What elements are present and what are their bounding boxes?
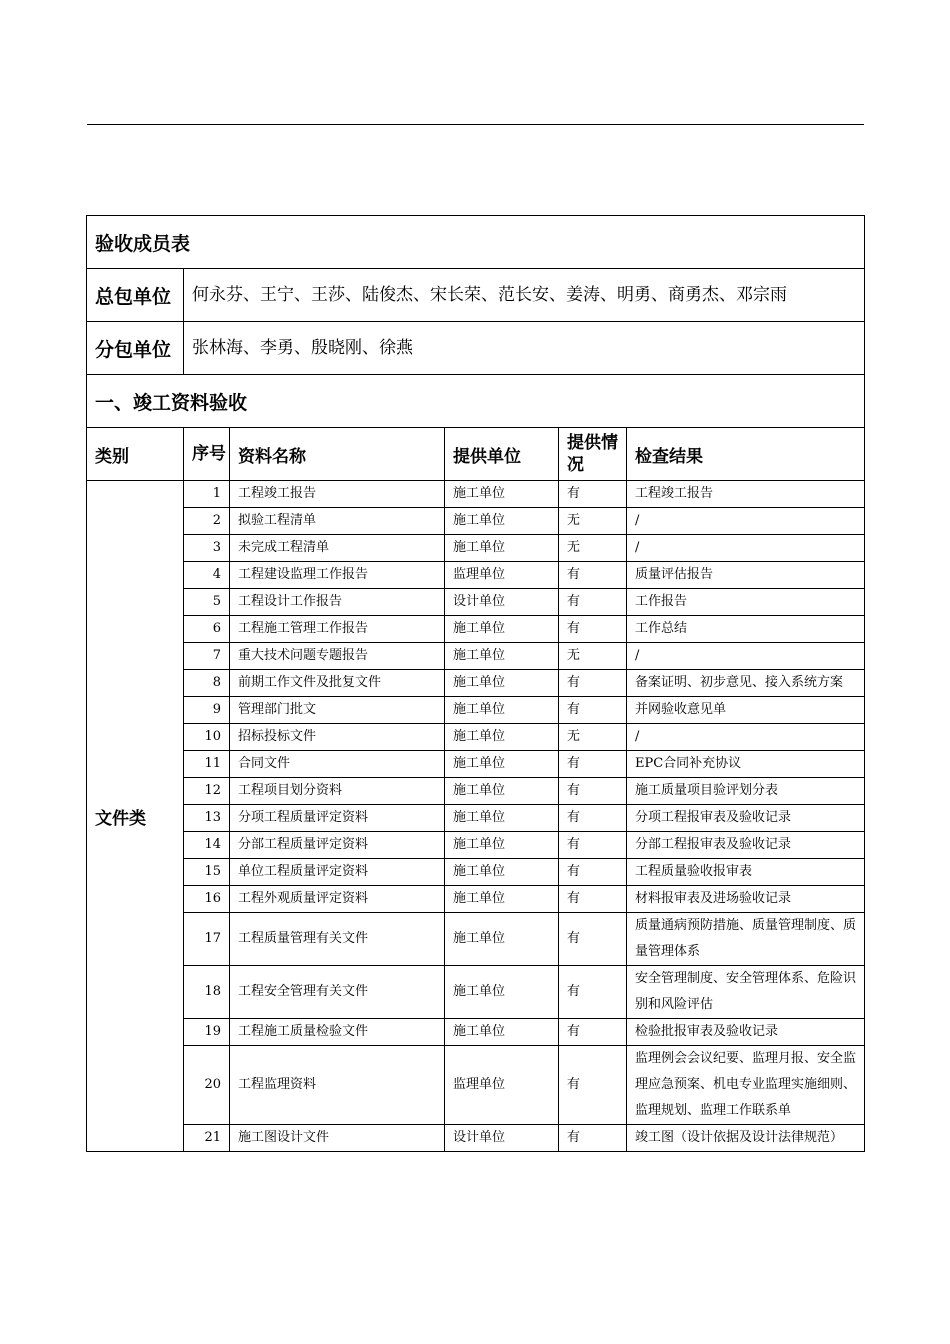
table-row (87, 643, 865, 670)
general-contractor-row (87, 269, 865, 322)
document-name-cell: 单位工程质量评定资料 (230, 859, 445, 886)
column-header-category: 类别 (87, 428, 184, 481)
document-name-cell: 工程建设监理工作报告 (230, 562, 445, 589)
section-title-row (87, 375, 865, 428)
result-cell: EPC合同补充协议 (627, 751, 865, 778)
table-row (87, 1125, 865, 1152)
table-row (87, 616, 865, 643)
status-cell: 有 (559, 670, 627, 697)
provider-cell: 施工单位 (445, 886, 559, 913)
seq-cell: 4 (184, 562, 230, 589)
status-cell: 有 (559, 1019, 627, 1046)
subcontractor-members: 张林海、李勇、殷晓刚、徐燕 (184, 322, 865, 375)
provider-cell: 施工单位 (445, 778, 559, 805)
seq-cell: 13 (184, 805, 230, 832)
category-cell: 文件类 (87, 481, 184, 1152)
table-row (87, 724, 865, 751)
seq-cell: 15 (184, 859, 230, 886)
result-cell: 工程竣工报告 (627, 481, 865, 508)
status-cell: 有 (559, 913, 627, 966)
table-row (87, 589, 865, 616)
table-row (87, 832, 865, 859)
status-cell: 有 (559, 778, 627, 805)
seq-cell: 14 (184, 832, 230, 859)
status-cell: 有 (559, 616, 627, 643)
table-row (87, 535, 865, 562)
document-name-cell: 拟验工程清单 (230, 508, 445, 535)
provider-cell: 设计单位 (445, 589, 559, 616)
result-cell: 质量通病预防措施、质量管理制度、质量管理体系 (627, 913, 865, 966)
result-cell: / (627, 535, 865, 562)
seq-cell: 16 (184, 886, 230, 913)
table-row (87, 562, 865, 589)
column-header-status: 提供情况 (559, 428, 627, 481)
provider-cell: 施工单位 (445, 913, 559, 966)
provider-cell: 设计单位 (445, 1125, 559, 1152)
header-rule (87, 124, 864, 125)
result-cell: 施工质量项目验评划分表 (627, 778, 865, 805)
result-cell: 备案证明、初步意见、接入系统方案 (627, 670, 865, 697)
provider-cell: 施工单位 (445, 724, 559, 751)
status-cell: 有 (559, 1125, 627, 1152)
table-row (87, 778, 865, 805)
provider-cell: 施工单位 (445, 616, 559, 643)
column-header-seq: 序号 (184, 428, 230, 481)
status-cell: 有 (559, 481, 627, 508)
seq-cell: 2 (184, 508, 230, 535)
status-cell: 有 (559, 562, 627, 589)
document-name-cell: 工程安全管理有关文件 (230, 966, 445, 1019)
provider-cell: 施工单位 (445, 481, 559, 508)
seq-cell: 11 (184, 751, 230, 778)
column-header-name: 资料名称 (230, 428, 445, 481)
provider-cell: 施工单位 (445, 535, 559, 562)
seq-cell: 8 (184, 670, 230, 697)
seq-cell: 5 (184, 589, 230, 616)
table-row (87, 913, 865, 966)
document-name-cell: 管理部门批文 (230, 697, 445, 724)
status-cell: 有 (559, 886, 627, 913)
result-cell: 检验批报审表及验收记录 (627, 1019, 865, 1046)
document-name-cell: 未完成工程清单 (230, 535, 445, 562)
document-name-cell: 分部工程质量评定资料 (230, 832, 445, 859)
status-cell: 有 (559, 697, 627, 724)
provider-cell: 施工单位 (445, 751, 559, 778)
document-name-cell: 工程竣工报告 (230, 481, 445, 508)
seq-cell: 21 (184, 1125, 230, 1152)
members-title-row (87, 216, 865, 269)
document-name-cell: 分项工程质量评定资料 (230, 805, 445, 832)
status-cell: 无 (559, 535, 627, 562)
status-cell: 无 (559, 508, 627, 535)
status-cell: 无 (559, 724, 627, 751)
seq-cell: 10 (184, 724, 230, 751)
provider-cell: 施工单位 (445, 859, 559, 886)
status-cell: 有 (559, 589, 627, 616)
provider-cell: 施工单位 (445, 643, 559, 670)
status-cell: 有 (559, 832, 627, 859)
document-name-cell: 工程施工管理工作报告 (230, 616, 445, 643)
document-name-cell: 重大技术问题专题报告 (230, 643, 445, 670)
result-cell: 分项工程报审表及验收记录 (627, 805, 865, 832)
provider-cell: 施工单位 (445, 508, 559, 535)
seq-cell: 7 (184, 643, 230, 670)
result-cell: 监理例会会议纪要、监理月报、安全监理应急预案、机电专业监理实施细则、监理规划、监理工作联系单 (627, 1046, 865, 1125)
general-contractor-members: 何永芬、王宁、王莎、陆俊杰、宋长荣、范长安、姜涛、明勇、商勇杰、邓宗雨 (184, 269, 865, 322)
column-header-provider: 提供单位 (445, 428, 559, 481)
document-name-cell: 工程设计工作报告 (230, 589, 445, 616)
result-cell: 竣工图（设计依据及设计法律规范） (627, 1125, 865, 1152)
provider-cell: 施工单位 (445, 966, 559, 1019)
document-name-cell: 招标投标文件 (230, 724, 445, 751)
document-name-cell: 工程质量管理有关文件 (230, 913, 445, 966)
provider-cell: 施工单位 (445, 697, 559, 724)
general-contractor-label: 总包单位 (87, 269, 184, 322)
seq-cell: 9 (184, 697, 230, 724)
seq-cell: 1 (184, 481, 230, 508)
seq-cell: 17 (184, 913, 230, 966)
table-row (87, 859, 865, 886)
members-table-title: 验收成员表 (87, 216, 865, 269)
section-title: 一、竣工资料验收 (87, 375, 865, 428)
result-cell: / (627, 508, 865, 535)
table-row (87, 697, 865, 724)
table-row (87, 805, 865, 832)
seq-cell: 19 (184, 1019, 230, 1046)
table-row (87, 1019, 865, 1046)
result-cell: 质量评估报告 (627, 562, 865, 589)
result-cell: / (627, 643, 865, 670)
provider-cell: 施工单位 (445, 832, 559, 859)
provider-cell: 监理单位 (445, 1046, 559, 1125)
seq-cell: 20 (184, 1046, 230, 1125)
document-name-cell: 前期工作文件及批复文件 (230, 670, 445, 697)
subcontractor-label: 分包单位 (87, 322, 184, 375)
table-row (87, 508, 865, 535)
provider-cell: 施工单位 (445, 670, 559, 697)
seq-cell: 18 (184, 966, 230, 1019)
result-cell: 工程质量验收报审表 (627, 859, 865, 886)
result-cell: 并网验收意见单 (627, 697, 865, 724)
subcontractor-row (87, 322, 865, 375)
result-cell: 材料报审表及进场验收记录 (627, 886, 865, 913)
status-cell: 有 (559, 751, 627, 778)
document-name-cell: 工程监理资料 (230, 1046, 445, 1125)
column-header-row (87, 428, 865, 481)
result-cell: 安全管理制度、安全管理体系、危险识别和风险评估 (627, 966, 865, 1019)
document-name-cell: 工程项目划分资料 (230, 778, 445, 805)
seq-cell: 12 (184, 778, 230, 805)
status-cell: 无 (559, 643, 627, 670)
document-name-cell: 工程外观质量评定资料 (230, 886, 445, 913)
provider-cell: 监理单位 (445, 562, 559, 589)
status-cell: 有 (559, 1046, 627, 1125)
provider-cell: 施工单位 (445, 1019, 559, 1046)
status-cell: 有 (559, 859, 627, 886)
document-name-cell: 合同文件 (230, 751, 445, 778)
result-cell: 工作总结 (627, 616, 865, 643)
acceptance-table (86, 215, 865, 1152)
provider-cell: 施工单位 (445, 805, 559, 832)
document-name-cell: 施工图设计文件 (230, 1125, 445, 1152)
status-cell: 有 (559, 966, 627, 1019)
status-cell: 有 (559, 805, 627, 832)
table-row (87, 670, 865, 697)
seq-cell: 6 (184, 616, 230, 643)
table-row (87, 966, 865, 1019)
table-row (87, 751, 865, 778)
result-cell: 工作报告 (627, 589, 865, 616)
seq-cell: 3 (184, 535, 230, 562)
table-row (87, 481, 865, 508)
column-header-result: 检查结果 (627, 428, 865, 481)
table-row (87, 1046, 865, 1125)
document-name-cell: 工程施工质量检验文件 (230, 1019, 445, 1046)
table-row (87, 886, 865, 913)
result-cell: 分部工程报审表及验收记录 (627, 832, 865, 859)
result-cell: / (627, 724, 865, 751)
